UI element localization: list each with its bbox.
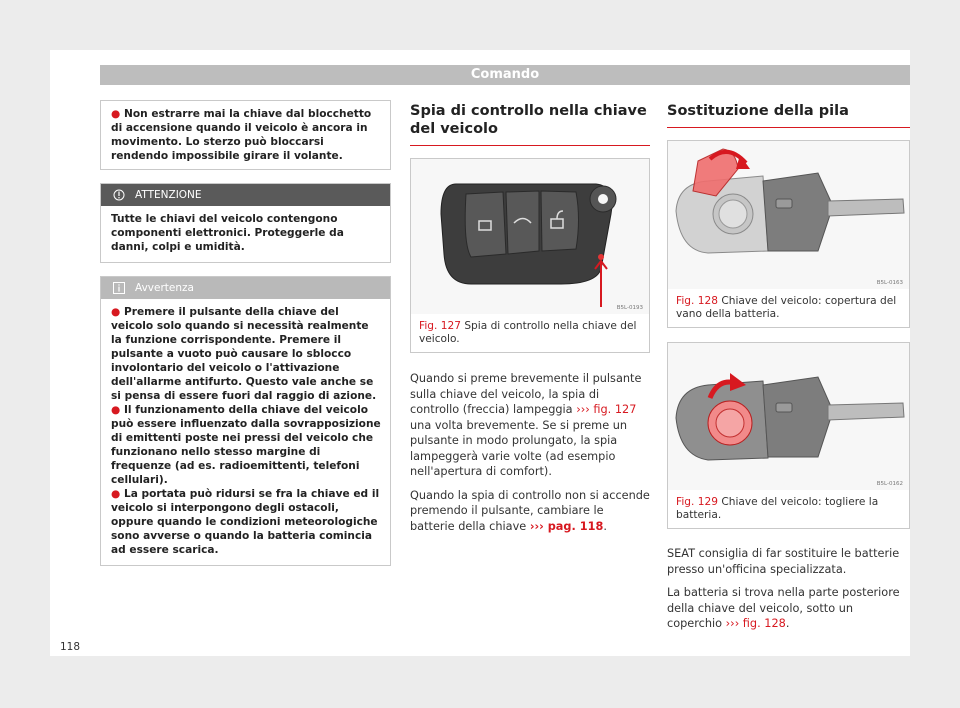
page-number: 118	[60, 641, 81, 653]
figure-caption-text: Chiave del veicolo: copertura del vano della batteria.	[676, 295, 897, 320]
paragraph: SEAT consiglia di far sostituire le batterie presso un'officina specializzata.	[667, 547, 900, 576]
figure-caption-text: Chiave del veicolo: togliere la batteria.	[676, 496, 879, 521]
attenzione-title: ATTENZIONE	[135, 189, 202, 201]
bullet-icon: ●	[111, 488, 121, 500]
list-item-text: Premere il pulsante della chiave del veicolo solo quando si necessità realmente la funzione corrispondente. Premere il pulsante a vuoto può causare lo sblocco involontario del veicolo o l'attivazione dell'allarme antifurto. Questo vale anche se si pensa di essere fuori dal raggio di azione.	[111, 306, 377, 402]
figure-caption-text: Spia di controllo nella chiave del veicolo.	[419, 320, 637, 345]
figure-caption	[668, 490, 909, 528]
section-heading-spia: Spia di controllo nella chiave del veicolo	[410, 102, 650, 146]
key-battery-cover-illustration	[668, 141, 909, 289]
figure-code: B5L-0193	[616, 305, 643, 311]
figure-127	[410, 158, 650, 353]
bullet-icon: ●	[111, 404, 121, 416]
list-item	[111, 487, 382, 557]
bullet-icon: ●	[111, 108, 121, 120]
attenzione-text: Tutte le chiavi del veicolo contengono componenti elettronici. Proteggerle da danni, colpi e umidità.	[111, 213, 344, 253]
figure-label: Fig. 127	[419, 320, 461, 332]
avvertenza-header	[101, 277, 390, 299]
car-key-open-icon	[668, 141, 909, 289]
warning-note-text: Non estrarre mai la chiave dal blocchetto di accensione quando il veicolo è ancora in movimento. Lo sterzo può bloccarsi rendendo impossibile girare il volante.	[111, 108, 372, 162]
paragraph-text: .	[785, 617, 790, 630]
avvertenza-box	[100, 276, 391, 566]
paragraph-text: La batteria si trova nella parte posteriore della chiave del veicolo, sotto un coperchio	[667, 586, 900, 630]
figure-label: Fig. 128	[676, 295, 718, 307]
figure-label: Fig. 129	[676, 496, 718, 508]
info-icon	[111, 282, 127, 294]
page-header: Comando	[100, 65, 910, 85]
bullet-icon: ●	[111, 306, 121, 318]
figure-caption	[411, 314, 649, 352]
paragraph	[410, 371, 650, 480]
paragraph	[667, 585, 910, 632]
car-key-icon	[411, 159, 649, 314]
figure-code: B5L-0163	[876, 280, 903, 286]
page-118-link[interactable]: ››› pag. 118	[529, 519, 604, 533]
key-battery-removal-illustration	[668, 343, 909, 490]
paragraph-text: Quando si preme brevemente il pulsante sulla chiave del veicolo, la spia di controllo (freccia) lampeggia	[410, 372, 642, 416]
warning-note-box	[100, 100, 391, 170]
paragraph-text: Quando la spia di controllo non si accende premendo il pulsante, cambiare le batterie della chiave	[410, 488, 650, 533]
manual-page	[50, 50, 910, 656]
avvertenza-title: Avvertenza	[135, 282, 194, 294]
attenzione-box	[100, 183, 391, 263]
list-item	[111, 403, 382, 487]
avvertenza-body	[101, 299, 390, 565]
paragraph-text: .	[603, 519, 607, 533]
car-key-battery-icon	[668, 343, 909, 490]
figure-code: B5L-0162	[876, 481, 903, 487]
fig-127-link[interactable]: ››› fig. 127	[576, 403, 637, 416]
middle-column	[410, 100, 650, 534]
attenzione-header	[101, 184, 390, 206]
key-illustration	[411, 159, 649, 314]
paragraph	[410, 488, 650, 535]
list-item	[111, 305, 382, 403]
fig-128-link[interactable]: ››› fig. 128	[725, 617, 786, 630]
figure-128	[667, 140, 910, 328]
figure-129	[667, 342, 910, 529]
paragraph-text: una volta brevemente. Se si preme un pulsante in modo prolungato, la spia lampeggerà varie volte (ad esempio nell'apertura di comfort).	[410, 418, 628, 478]
list-item-text: Il funzionamento della chiave del veicolo può essere influenzato dalla sovrapposizione di emittenti poste nei pressi del veicolo che funzionano nello stesso margine di frequenze (ad es. radioemittenti, telefoni cellulari).	[111, 404, 381, 486]
warning-circle-icon	[111, 189, 127, 201]
list-item-text: La portata può ridursi se fra la chiave ed il veicolo si interpongono degli ostacoli, oppure quando le condizioni meteorologiche sono avverse o quando la batteria comincia ad essere scarica.	[111, 488, 380, 556]
left-column	[100, 100, 391, 566]
figure-caption	[668, 289, 909, 327]
section-heading-sostituzione: Sostituzione della pila	[667, 102, 910, 128]
right-column	[667, 100, 910, 632]
